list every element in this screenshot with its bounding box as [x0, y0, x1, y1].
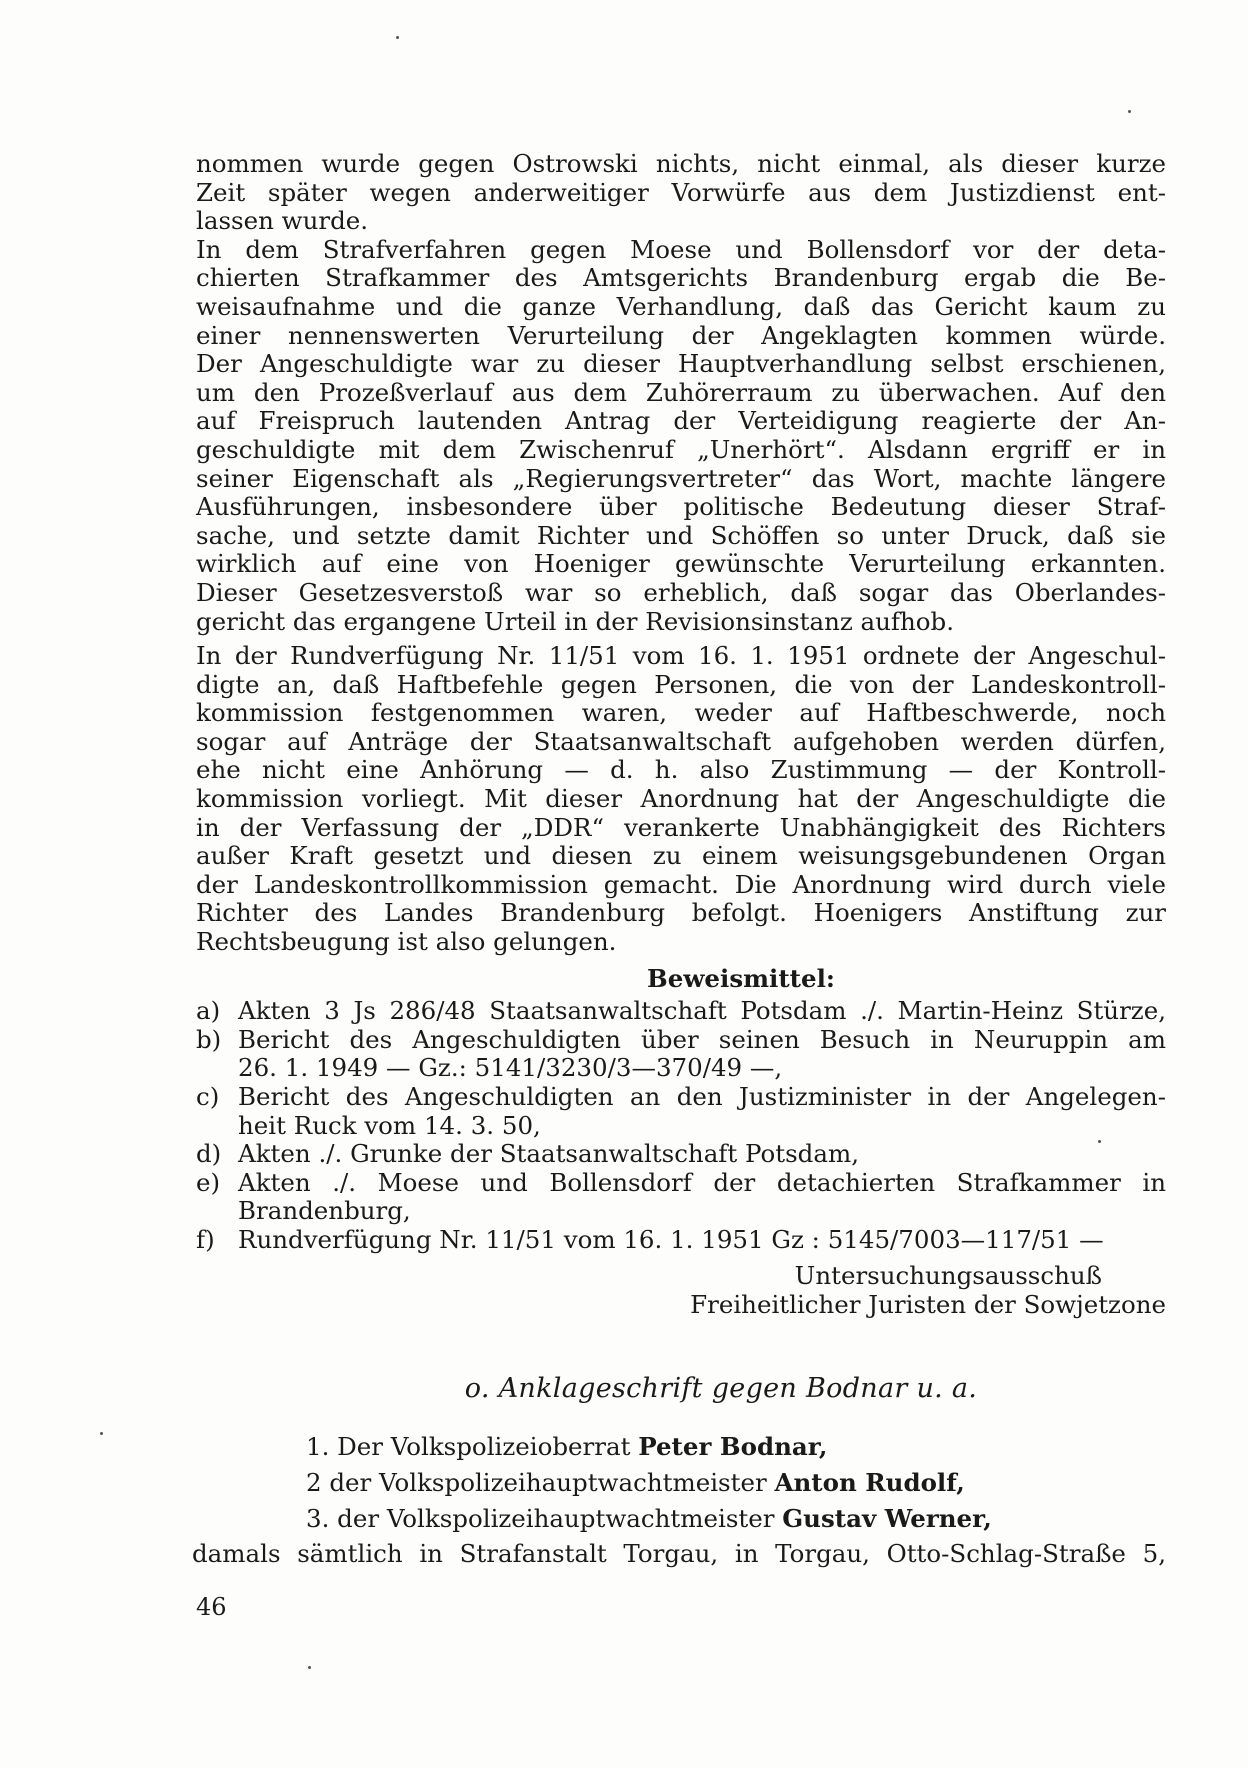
accused-prefix: 2 der Volkspolizeihauptwachtmeister — [306, 1468, 775, 1498]
text-line: Zeit später wegen anderweitiger Vorwürfe aus dem Justizdienst ent- — [196, 177, 1166, 207]
text-line: in der Verfassung der „DDR“ verankerte Unabhängigkeit des Richters — [196, 812, 1166, 842]
paragraph-2 — [196, 236, 1166, 636]
page-body — [192, 149, 1166, 1571]
text-line: weisaufnahme und die ganze Verhandlung, daß das Gericht kaum zu — [196, 291, 1166, 321]
accused-item — [306, 1501, 1166, 1537]
evidence-label: e) — [196, 1167, 221, 1197]
paragraph-3 — [196, 642, 1166, 957]
text-line: Akten ./. Grunke der Staatsanwaltschaft Potsdam, — [238, 1139, 859, 1169]
text-line: kommission vorliegt. Mit dieser Anordnung hat der Angeschuldigte die — [196, 784, 1166, 814]
text-line: gericht das ergangene Urteil in der Revisionsinstanz aufhob. — [196, 606, 954, 636]
text-line: geschuldigte mit dem Zwischenruf „Unerhört“. Alsdann ergriff er in — [196, 434, 1166, 464]
evidence-label: a) — [196, 996, 221, 1026]
accused-prefix: 1. Der Volkspolizeioberrat — [306, 1432, 639, 1462]
address-line: damals sämtlich in Strafanstalt Torgau, in Torgau, Otto-Schlag-Straße 5, — [192, 1539, 1166, 1569]
text-line: In dem Strafverfahren gegen Moese und Bollensdorf vor der deta- — [196, 234, 1166, 264]
text-line: außer Kraft gesetzt und diesen zu einem weisungsgebundenen Organ — [196, 841, 1166, 871]
accused-name: Peter Bodnar, — [638, 1432, 828, 1462]
accused-item — [306, 1465, 1166, 1501]
evidence-item — [196, 997, 1166, 1026]
evidence-item — [196, 1026, 1166, 1083]
signature-line-1: Untersuchungsausschuß — [794, 1260, 1102, 1290]
print-speck — [308, 1666, 311, 1669]
evidence-label: f) — [196, 1224, 215, 1254]
text-line: 26. 1. 1949 — Gz.: 5141/3230/3—370/49 —, — [238, 1053, 783, 1083]
text-line: chierten Strafkammer des Amtsgerichts Brandenburg ergab die Be- — [196, 263, 1166, 293]
text-line: wirklich auf eine von Hoeniger gewünschte Verurteilung erkannten. — [196, 549, 1166, 579]
text-line: sogar auf Anträge der Staatsanwaltschaft aufgehoben werden dürfen, — [196, 726, 1166, 756]
text-line: einer nennenswerten Verurteilung der Angeklagten kommen würde. — [196, 320, 1166, 350]
evidence-item — [196, 1169, 1166, 1226]
signature-block — [196, 1261, 1166, 1319]
accused-name: Anton Rudolf, — [774, 1468, 965, 1498]
text-line: Dieser Gesetzesverstoß war so erheblich, daß sogar das Oberlandes- — [196, 577, 1166, 607]
text-line: lassen wurde. — [196, 206, 369, 236]
evidence-label: d) — [196, 1139, 222, 1169]
text-line: Bericht des Angeschuldigten an den Justizminister in der Angelegen- — [238, 1082, 1166, 1111]
paragraph-1 — [196, 150, 1166, 236]
text-line: seiner Eigenschaft als „Regierungsvertreter“ das Wort, machte längere — [196, 463, 1166, 493]
text-line: Rundverfügung Nr. 11/51 vom 16. 1. 1951 Gz : 5145/7003—117/51 — — [238, 1224, 1104, 1254]
print-speck — [396, 36, 399, 39]
text-line: In der Rundverfügung Nr. 11/51 vom 16. 1. 1951 ordnete der Angeschul- — [196, 641, 1166, 671]
accused-prefix: 3. der Volkspolizeihauptwachtmeister — [306, 1504, 783, 1534]
text-line: um den Prozeßverlauf aus dem Zuhörerraum zu überwachen. Auf den — [196, 377, 1166, 407]
print-speck — [1098, 1140, 1101, 1143]
text-line: Ausführungen, insbesondere über politische Bedeutung dieser Straf- — [196, 492, 1166, 522]
text-line: Bericht des Angeschuldigten über seinen Besuch in Neuruppin am — [238, 1024, 1166, 1054]
text-line: heit Ruck vom 14. 3. 50, — [238, 1110, 541, 1140]
text-line: ehe nicht eine Anhörung — d. h. also Zustimmung — der Kontroll- — [196, 755, 1166, 785]
section-title: o. Anklageschrift gegen Bodnar u. a. — [464, 1372, 978, 1404]
text-line: der Landeskontrollkommission gemacht. Die Anordnung wird durch viele — [196, 869, 1166, 899]
text-line: Brandenburg, — [238, 1196, 411, 1226]
text-line: digte an, daß Haftbefehle gegen Personen, die von der Landeskontroll- — [196, 669, 1166, 699]
text-line: Rechtsbeugung ist also gelungen. — [196, 927, 617, 957]
text-line: Akten ./. Moese und Bollensdorf der detachierten Strafkammer in — [238, 1167, 1166, 1197]
signature-line-2: Freiheitlicher Juristen der Sowjetzone — [690, 1289, 1166, 1319]
accused-item — [306, 1429, 1166, 1465]
print-speck — [1128, 110, 1131, 113]
evidence-label: b) — [196, 1024, 222, 1054]
evidence-item — [196, 1083, 1166, 1140]
text-line: nommen wurde gegen Ostrowski nichts, nicht einmal, als dieser kurze — [196, 149, 1166, 178]
evidence-label: c) — [196, 1082, 220, 1111]
accused-name: Gustav Werner, — [782, 1504, 992, 1534]
text-line: kommission festgenommen waren, weder auf Haftbeschwerde, noch — [196, 698, 1166, 728]
accused-list — [196, 1429, 1166, 1537]
evidence-heading: Beweismittel: — [647, 963, 835, 993]
evidence-item — [196, 1226, 1166, 1255]
text-line: auf Freispruch lautenden Antrag der Verteidigung reagierte der An- — [196, 406, 1166, 436]
text-line: Der Angeschuldigte war zu dieser Hauptverhandlung selbst erschienen, — [196, 349, 1166, 379]
evidence-list — [196, 997, 1166, 1254]
evidence-item — [196, 1140, 1166, 1169]
print-speck — [100, 1432, 103, 1435]
text-line: Richter des Landes Brandenburg befolgt. Hoenigers Anstiftung zur — [196, 898, 1166, 928]
text-line: sache, und setzte damit Richter und Schöffen so unter Druck, daß sie — [196, 520, 1166, 550]
text-line: Akten 3 Js 286/48 Staatsanwaltschaft Potsdam ./. Martin-Heinz Stürze, — [238, 996, 1166, 1026]
page-number: 46 — [196, 1593, 227, 1621]
